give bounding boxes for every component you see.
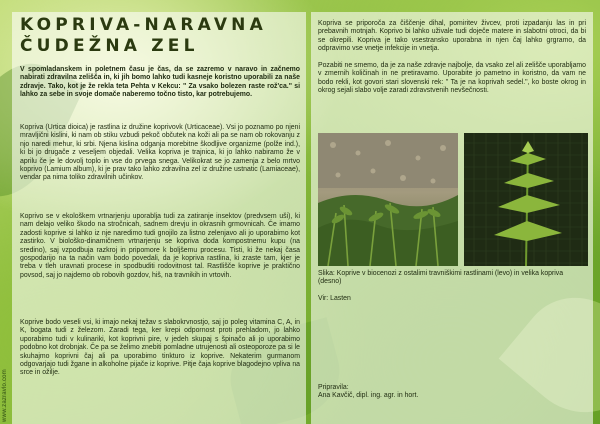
intro-paragraph: V spomladanskem in poletnem času je čas, da se zazremo v naravo in začnemo nabirati zdravilna zelišča in, ki jih bomo lahko tudi kasneje koristno uporabili za naše zdravje. Tako, kot je že rekla teta Pehta v Kekcu: " Za vsako bolezen raste rož'ca." si lahko za sebe in svoje domače naberemo točno tisto, kar potrebujemo. bbox=[20, 66, 300, 99]
photo-source: Vir: Lasten bbox=[318, 295, 351, 302]
body-paragraph-2: Koprivo se v ekološkem vrtnarjenju uporablja tudi za zatiranje insektov (predvsem uši), ki nam delajo veliko škodo na stročnicah, sadnem drevju in okrasnih grmovnicah. Če imamo zadosti koprive si lahko iz nje naredimo tudi gnojilo za listno zelenjavo ali jo uporabimo kot zastirko. V biološko-dinamičnem vrtnarjenju se kopriva doda kompostnemu kupu (na sredino), saj vzpodbuja razkroj in pripomore k boljšemu procesu. Tisti, ki že nekaj časa gospodarijo na ta način vam bodo povedali, da je kopriva rastlina, ki zraste tam, kjer je treba v tleh uravnati procese in spodbuditi rodovitnost tal. Rastlišče koprive je praktično povsod, saj jo najdemo ob robovih gozdov, hiš, na travnikih in vrtovih. bbox=[20, 213, 300, 279]
side-url: www.zazravlo.com bbox=[2, 369, 8, 422]
author-name: Ana Kavčič, dipl. ing. agr. in hort. bbox=[318, 392, 419, 399]
body-paragraph-1: Kopriva (Urtica dioica) je rastlina iz družine koprivovk (Urticaceae). Vsi jo poznamo po njeni mravljični kislini, ki nam ob stiku vzbudi pekoč občutek na koži ali pa se nam ob rokovanju z njo naredi mehur, ki srbi. Njena kislina odganja morebitne škodljive organizme (polže ind.), ki bi jo drugače z veseljem objedali. Velika kopriva je trajnica, ki jo lahko nabiramo že v aprilu če je le dovolj toplo in vse do prvega snega. Velikokrat se jo zamenja z belo mrtvo koprivo (Lamium album), ki je prav tako lahko zdravilna zel iz družine ustnatic (Lamiaceae), vendar pa nima toliko zdravilnih učinkov. bbox=[20, 124, 300, 182]
nettle-plant-image bbox=[464, 133, 588, 266]
body-paragraph-4: Kopriva se priporoča za čiščenje dihal, pomiritev živcev, proti izpadanju las in pri prebavnih motnjah. Koprivo bi lahko uživale tudi doječe matere in slabotni otroci, da bi se okrepili. Kopriva je tako vsestransko uporabna in njen čaj lahko grgramo, da odpravimo vse vnetje infekcije in vnetja. bbox=[318, 20, 586, 53]
page-title-line-1: KOPRIVA-NARAVNA bbox=[20, 15, 267, 35]
author-label: Pripravila: bbox=[318, 384, 349, 391]
photo-caption: Slika: Koprive v biocenozi z ostalimi travniškimi rastlinami (levo) in velika kopriva (desno) bbox=[318, 270, 564, 286]
nettle-plant-photo bbox=[464, 133, 588, 266]
nettle-biocenosis-image bbox=[318, 133, 458, 266]
nettle-biocenosis-photo bbox=[318, 133, 458, 266]
page-title-line-2: ČUDEŽNA ZEL bbox=[20, 36, 199, 56]
body-paragraph-5: Pozabiti ne smemo, da je za naše zdravje najbolje, da vsako zel ali zelišče uporabljamo v zmernih količinah in ne pretiravamo. Uporabite jo pametno in koristno, da vam ne bodo rekli, kot govori stari slovenski rek: " Ta je na koprivah sedel.", ko boste okrog in okrog sejali slabo volje zaradi zdravstvenih nevšečnosti. bbox=[318, 62, 586, 95]
body-paragraph-3: Koprive bodo veseli vsi, ki imajo nekaj težav s slabokrvnostjo, saj jo poleg vitamina C, A, in K, bogata tudi z železom. Zaradi tega, ker krepi odpornost proti prehladom, jo lahko uporabimo tudi v kulinariki, kot koprivni pire, v jedeh skupaj s špinačo ali jo uporabimo podobno kot drobnjak. Če pa se želimo znebiti pomladne utrujenosti ali osteoporoze pa si le skuhajmo koprivni čaj ali pa uporabimo tinkturo iz koprive. Nekaterim gurmanom odgovarjajo tudi žgane in alkoholne pijače iz koprive. Pitje čaja koprive blagodejno vpliva na srce in ožilje. bbox=[20, 319, 300, 377]
